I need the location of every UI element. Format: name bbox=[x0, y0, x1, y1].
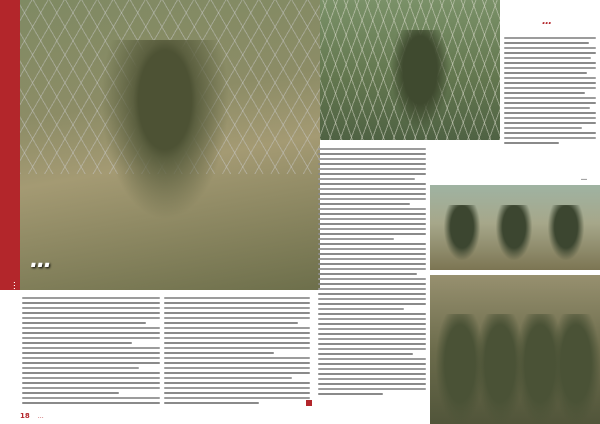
mid-right-photo bbox=[430, 185, 600, 270]
intro-text-block bbox=[504, 34, 596, 172]
page-number: 18 bbox=[20, 412, 30, 420]
text-column-3 bbox=[318, 145, 426, 407]
soldier-figure bbox=[444, 205, 480, 260]
soldier-figure bbox=[390, 30, 450, 130]
section-label: … bbox=[542, 16, 552, 27]
soldier-figure bbox=[552, 314, 600, 424]
text-column-2 bbox=[164, 294, 310, 406]
top-right-photo bbox=[320, 0, 500, 140]
page-footer bbox=[20, 410, 430, 422]
text-column-1 bbox=[22, 294, 160, 406]
main-photo bbox=[20, 0, 320, 290]
article-headline: … bbox=[30, 248, 53, 273]
sidebar-band bbox=[0, 0, 20, 290]
article-author: … bbox=[581, 175, 587, 182]
soldier-figure bbox=[90, 40, 240, 240]
soldier-figure bbox=[548, 205, 584, 260]
article-end-marker bbox=[306, 400, 312, 406]
soldier-figure bbox=[496, 205, 532, 260]
bottom-right-photo bbox=[430, 275, 600, 424]
magazine-name: … bbox=[37, 412, 45, 420]
sidebar-vertical-title: … bbox=[8, 280, 18, 290]
